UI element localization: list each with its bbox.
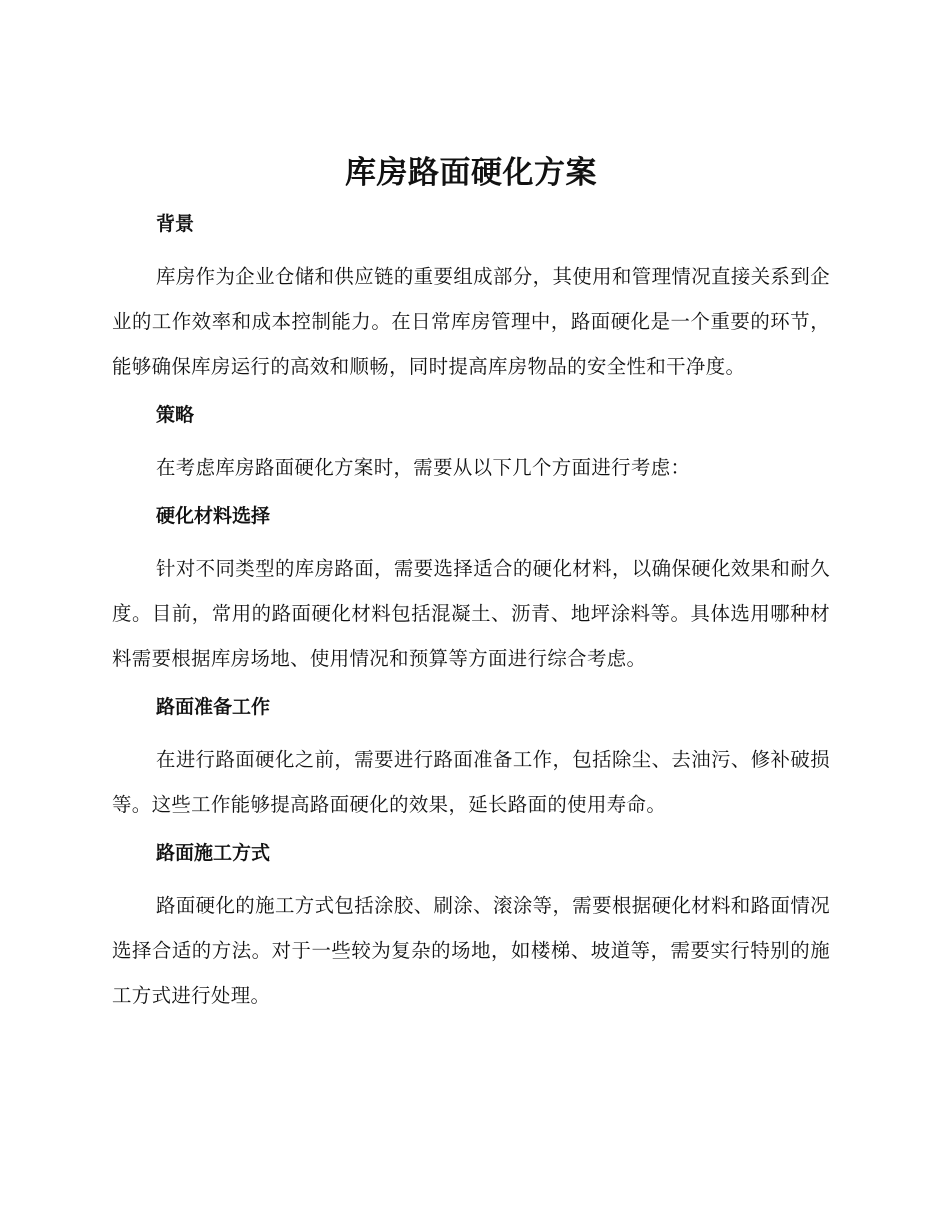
document-title: 库房路面硬化方案	[345, 155, 597, 191]
section-heading: 路面准备工作	[156, 696, 271, 718]
section-paragraph: 路面硬化的施工方式包括涂胶、刷涂、滚涂等，需要根据硬化材料和路面情况选择合适的方法。对于一些较为复杂的场地，如楼梯、坡道等，需要实行特别的施工方式进行处理。	[112, 894, 830, 1007]
section-background	[112, 210, 830, 401]
section-surface-preparation	[112, 693, 830, 839]
section-construction-method	[112, 839, 830, 1018]
section-heading: 路面施工方式	[156, 842, 271, 864]
section-heading: 硬化材料选择	[156, 505, 271, 527]
section-paragraph: 在进行路面硬化之前，需要进行路面准备工作，包括除尘、去油污、修补破损等。这些工作能够提高路面硬化的效果，延长路面的使用寿命。	[112, 748, 830, 816]
section-material-selection	[112, 502, 830, 693]
section-paragraph: 在考虑库房路面硬化方案时，需要从以下几个方面进行考虑：	[156, 456, 691, 479]
document-page	[112, 150, 830, 1018]
section-strategy	[112, 401, 830, 502]
section-paragraph: 针对不同类型的库房路面，需要选择适合的硬化材料，以确保硬化效果和耐久度。目前，常用的路面硬化材料包括混凝土、沥青、地坪涂料等。具体选用哪种材料需要根据库房场地、使用情况和预算等方面进行综合考虑。	[112, 557, 830, 670]
section-heading: 背景	[156, 213, 195, 235]
section-heading: 策略	[156, 404, 195, 426]
section-paragraph: 库房作为企业仓储和供应链的重要组成部分，其使用和管理情况直接关系到企业的工作效率和成本控制能力。在日常库房管理中，路面硬化是一个重要的环节，能够确保库房运行的高效和顺畅，同时提高库房物品的安全性和干净度。	[112, 265, 830, 378]
